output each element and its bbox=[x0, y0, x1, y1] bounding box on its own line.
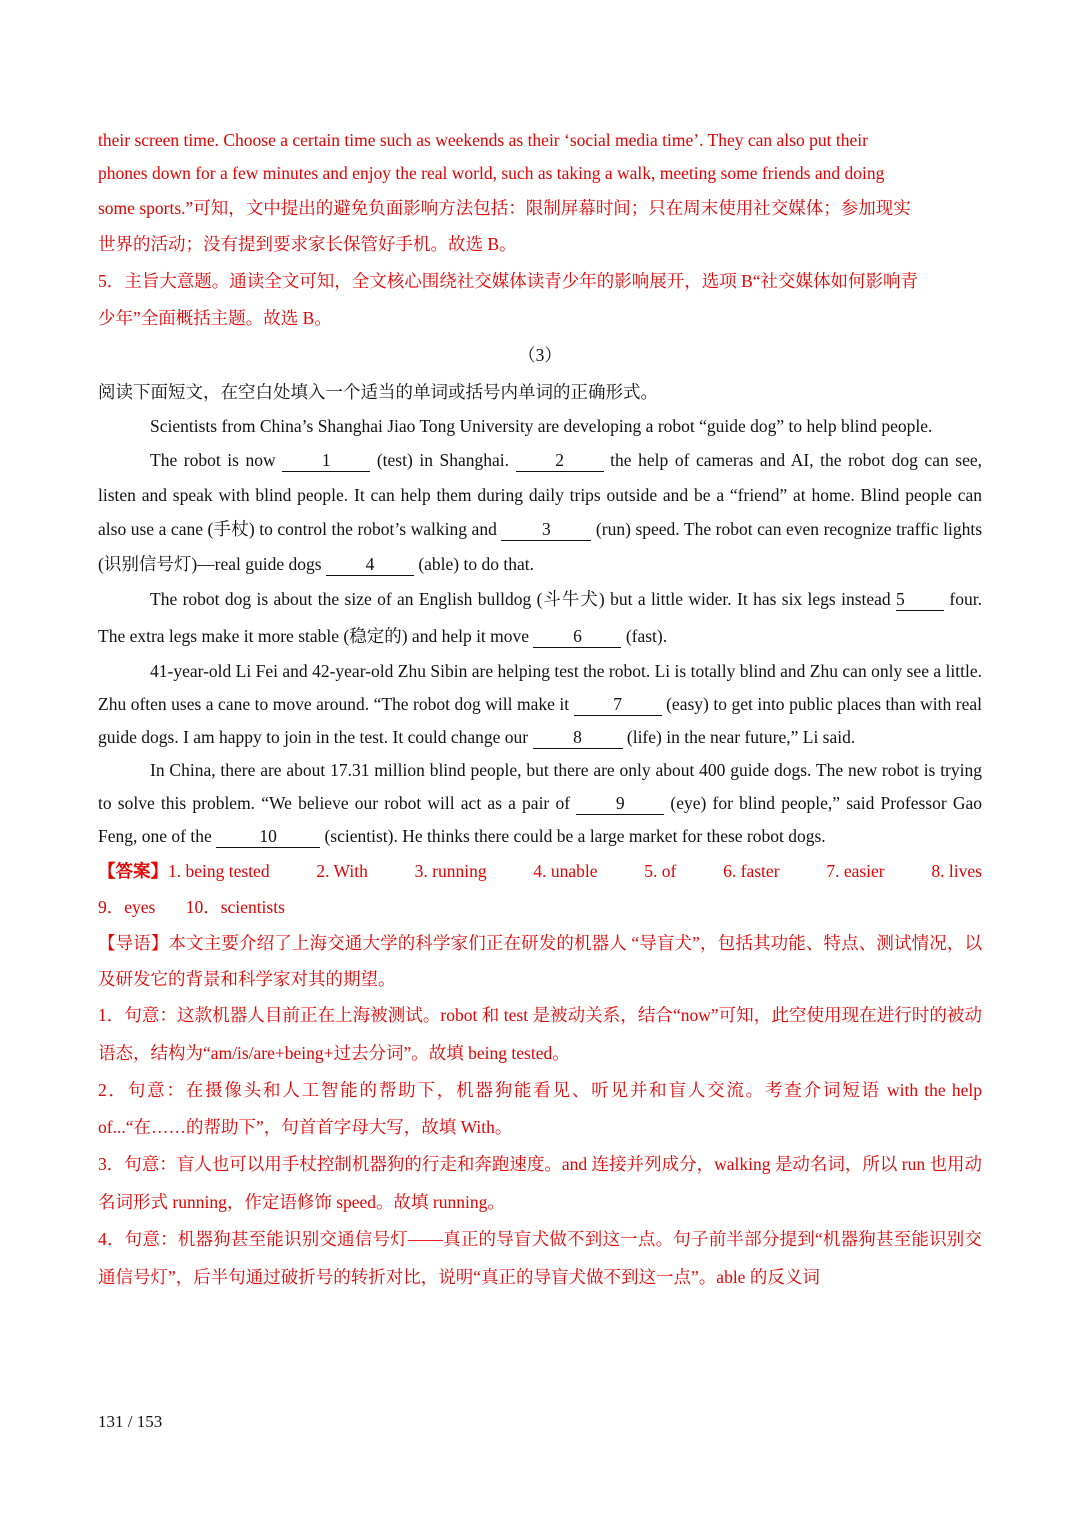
question-5-explanation-a: 5．主旨大意题。通读全文可知，全文核心围绕社交媒体读青少年的影响展开，选项 B“社交媒体如何影响青 bbox=[98, 271, 919, 291]
blank-2: 2 bbox=[516, 449, 604, 472]
answer-6: 6. faster bbox=[723, 861, 780, 881]
section-instruction: 阅读下面短文，在空白处填入一个适当的单词或括号内单词的正确形式。 bbox=[98, 382, 658, 402]
passage-paragraph-4: 41-year-old Li Fei and 42-year-old Zhu Sibin are helping test the robot. Li is totally blind and Zhu can only see a little. Zhu often uses a cane to move around. “The robot dog will make it 7 (easy) to get into public places than with real guide dogs. I am happy to join in the test. It could change our 8 (life) in the near future,” Li said. bbox=[98, 661, 982, 747]
explanation-4: 4．句意：机器狗甚至能识别交通信号灯——真正的导盲犬做不到这一点。句子前半部分提到“机器狗甚至能识别交通信号灯”，后半句通过破折号的转折对比，说明“真正的导盲犬做不到这一点”。able 的反义词 bbox=[98, 1229, 982, 1287]
question-5-explanation-b: 少年”全面概括主题。故选 B。 bbox=[98, 308, 332, 328]
answer-7: 7. easier bbox=[826, 861, 885, 881]
blank-8: 8 bbox=[533, 726, 623, 749]
answer-3: 3. running bbox=[414, 861, 487, 881]
blank-3: 3 bbox=[501, 518, 591, 541]
passage-paragraph-3: The robot dog is about the size of an English bulldog (斗牛犬) but a little wider. It has six legs instead 5 four. The extra legs make it more stable (稳定的) and help it move 6 (fast). bbox=[98, 589, 982, 646]
page-content bbox=[98, 124, 982, 1296]
answer-2: 2. With bbox=[316, 861, 368, 881]
passage-paragraph-5: In China, there are about 17.31 million blind people, but there are only about 400 guide dogs. The new robot is trying to solve this problem. “We believe our robot will act as a pair of 9 (eye) for blind people,” said Professor Gao Feng, one of the 10 (scientist). He thinks there could be a large market for these robot dogs. bbox=[98, 760, 982, 846]
section-number: （3） bbox=[518, 345, 562, 365]
answer-9: 9．eyes bbox=[98, 897, 156, 917]
explanation-2: 2．句意：在摄像头和人工智能的帮助下，机器狗能看见、听见并和盲人交流。考查介词短语 with the help of...“在……的帮助下”，句首首字母大写，故填 With。 bbox=[98, 1080, 982, 1137]
answers-row-1 bbox=[98, 853, 982, 889]
answer-10: 10．scientists bbox=[185, 897, 285, 917]
answer-1: 1. being tested bbox=[168, 861, 270, 881]
prev-explanation-line-2: phones down for a few minutes and enjoy the real world, such as taking a walk, meeting some friends and doing bbox=[98, 163, 885, 183]
prev-explanation-line-3: some sports.”可知，文中提出的避免负面影响方法包括：限制屏幕时间；只在周末使用社交媒体；参加现实 bbox=[98, 198, 911, 218]
prev-explanation-line-1: their screen time. Choose a certain time such as weekends as their ‘social media time’. They can also put their bbox=[98, 130, 868, 150]
passage-paragraph-2: The robot is now 1 (test) in Shanghai. 2 the help of cameras and AI, the robot dog can see, listen and speak with blind people. It can help them during daily trips outside and be a “friend” at home. Blind people can also use a cane (手杖) to control the robot’s walking and 3 (run) speed. The robot can even recognize traffic lights (识别信号灯)—real guide dogs 4 (able) to do that. bbox=[98, 450, 983, 574]
prev-explanation-line-4: 世界的活动；没有提到要求家长保管好手机。故选 B。 bbox=[98, 234, 517, 254]
answer-8: 8. lives bbox=[931, 861, 982, 881]
answer-4: 4. unable bbox=[533, 861, 598, 881]
page-number: 131 / 153 bbox=[98, 1412, 163, 1431]
explanation-3: 3．句意：盲人也可以用手杖控制机器狗的行走和奔跑速度。and 连接并列成分，walking 是动名词，所以 run 也用动名词形式 running，作定语修饰 speed。故填 running。 bbox=[98, 1154, 982, 1212]
blank-6: 6 bbox=[533, 625, 621, 648]
blank-9: 9 bbox=[576, 792, 664, 815]
passage-paragraph-1: Scientists from China’s Shanghai Jiao Tong University are developing a robot “guide dog” to help blind people. bbox=[150, 416, 933, 436]
answers-label: 【答案】 bbox=[98, 861, 168, 881]
blank-4: 4 bbox=[326, 553, 414, 576]
blank-10: 10 bbox=[216, 825, 320, 848]
intro-explanation: 【导语】本文主要介绍了上海交通大学的科学家们正在研发的机器人 “导盲犬”，包括其功能、特点、测试情况，以及研发它的背景和科学家对其的期望。 bbox=[98, 933, 982, 989]
answers-row-2 bbox=[98, 889, 982, 925]
blank-1: 1 bbox=[282, 449, 370, 472]
blank-5: 5 bbox=[896, 588, 944, 611]
explanation-1: 1．句意：这款机器人目前正在上海被测试。robot 和 test 是被动关系，结合“now”可知，此空使用现在进行时的被动语态，结构为“am/is/are+being+过去分词”。故填 being tested。 bbox=[98, 1005, 982, 1063]
blank-7: 7 bbox=[574, 693, 662, 716]
answer-5: 5. of bbox=[644, 861, 677, 881]
